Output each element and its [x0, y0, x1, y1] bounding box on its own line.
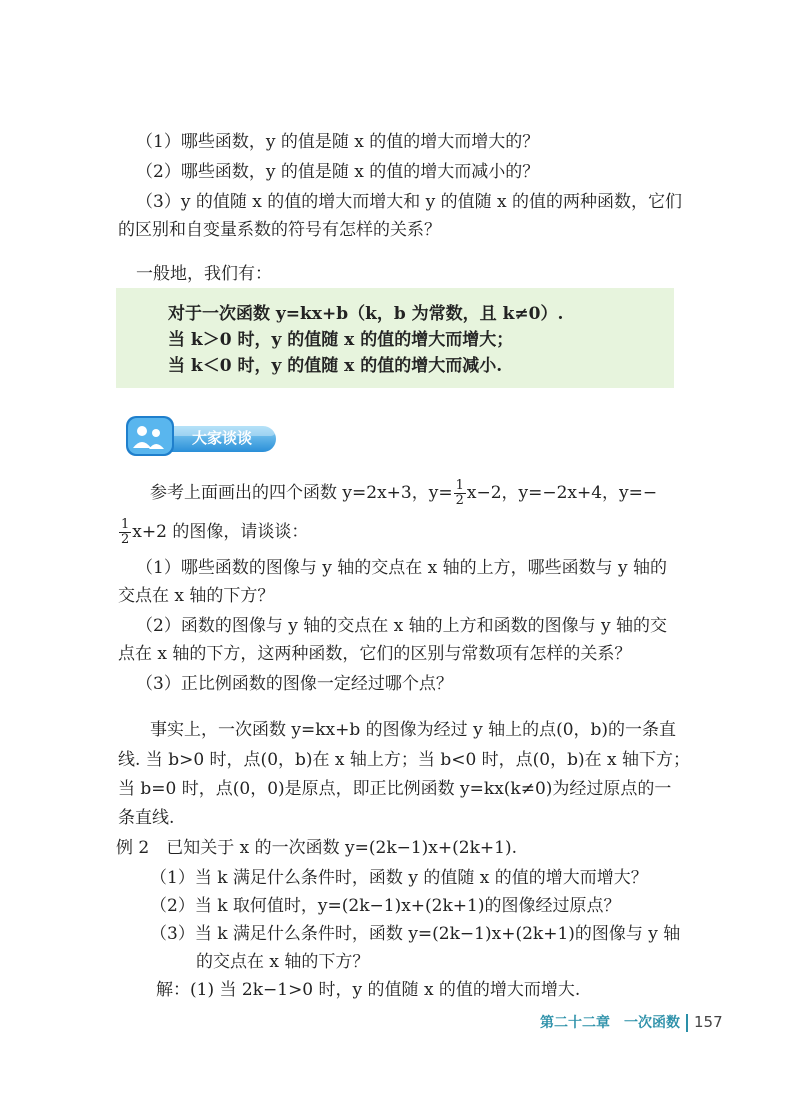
fraction-half [454, 479, 466, 508]
fraction-den: 2 [455, 493, 464, 508]
discuss-q3: （3）正比例函数的图像一定经过哪个点？ [136, 674, 453, 694]
discuss-q1-cont: 交点在 x 轴的下方？ [118, 586, 275, 606]
fact-line-4: 条直线. [118, 808, 175, 828]
theorem-line-2: 当 k＞0 时，y 的值随 x 的值的增大而增大； [168, 330, 514, 350]
fraction-num-2: 1 [121, 517, 130, 532]
discuss-line-1-head: 参考上面画出的四个函数 y=2x+3，y= [150, 483, 453, 503]
question-top-3-cont: 的区别和自变量系数的符号有怎样的关系？ [118, 220, 441, 240]
general-intro: 一般地，我们有： [136, 264, 272, 284]
fraction-half-2 [119, 518, 131, 547]
example-q3: （3）当 k 满足什么条件时，函数 y=(2k−1)x+(2k+1)的图像与 y 轴 [150, 924, 681, 944]
example-q3-cont: 的交点在 x 轴的下方？ [196, 952, 370, 972]
discuss-line-1 [150, 479, 730, 508]
discuss-q2: （2）函数的图像与 y 轴的交点在 x 轴的上方和函数的图像与 y 轴的交 [136, 616, 668, 636]
theorem-box [116, 288, 674, 388]
page-footer [540, 1012, 723, 1032]
example-q2: （2）当 k 取何值时，y=(2k−1)x+(2k+1)的图像经过原点？ [150, 896, 621, 916]
theorem-line-3: 当 k＜0 时，y 的值随 x 的值的增大而减小. [168, 356, 503, 376]
fact-line-2: 线. 当 b>0 时，点(0，b)在 x 轴上方；当 b<0 时，点(0，b)在 x 轴下方； [118, 750, 691, 770]
fraction-den-2: 2 [121, 532, 130, 547]
page-number: 157 [694, 1013, 723, 1031]
discussion-badge [118, 412, 278, 458]
question-top-2: （2）哪些函数，y 的值是随 x 的值的增大而减小的？ [136, 162, 540, 182]
fact-line-3: 当 b=0 时，点(0，0)是原点，即正比例函数 y=kx(k≠0)为经过原点的一 [118, 779, 672, 799]
discuss-q1: （1）哪些函数的图像与 y 轴的交点在 x 轴的上方，哪些函数与 y 轴的 [136, 558, 668, 578]
example-title: 例 2 已知关于 x 的一次函数 y=(2k−1)x+(2k+1). [116, 838, 517, 858]
example-q1: （1）当 k 满足什么条件时，函数 y 的值随 x 的值的增大而增大？ [150, 868, 648, 888]
question-top-1: （1）哪些函数，y 的值是随 x 的值的增大而增大的？ [136, 132, 540, 152]
discuss-line-2-tail: x+2 的图像，请谈谈： [132, 522, 309, 542]
fraction-num: 1 [455, 478, 464, 493]
example-solution: 解：(1) 当 2k−1>0 时，y 的值随 x 的值的增大而增大. [156, 980, 581, 1000]
question-top-3: （3）y 的值随 x 的值的增大而增大和 y 的值随 x 的值的两种函数，它们 [136, 192, 683, 212]
discuss-q2-cont: 点在 x 轴的下方，这两种函数，它们的区别与常数项有怎样的关系？ [118, 644, 632, 664]
badge-label: 大家谈谈 [192, 429, 253, 447]
chapter-title: 第二十二章 一次函数 [540, 1015, 680, 1031]
discuss-line-1-tail: x−2，y=−2x+4，y=− [466, 483, 658, 503]
footer-divider [686, 1014, 688, 1032]
discuss-line-2 [118, 518, 698, 547]
theorem-line-1: 对于一次函数 y=kx+b（k，b 为常数，且 k≠0）. [168, 304, 564, 324]
fact-line-1: 事实上，一次函数 y=kx+b 的图像为经过 y 轴上的点(0，b)的一条直 [150, 720, 677, 740]
